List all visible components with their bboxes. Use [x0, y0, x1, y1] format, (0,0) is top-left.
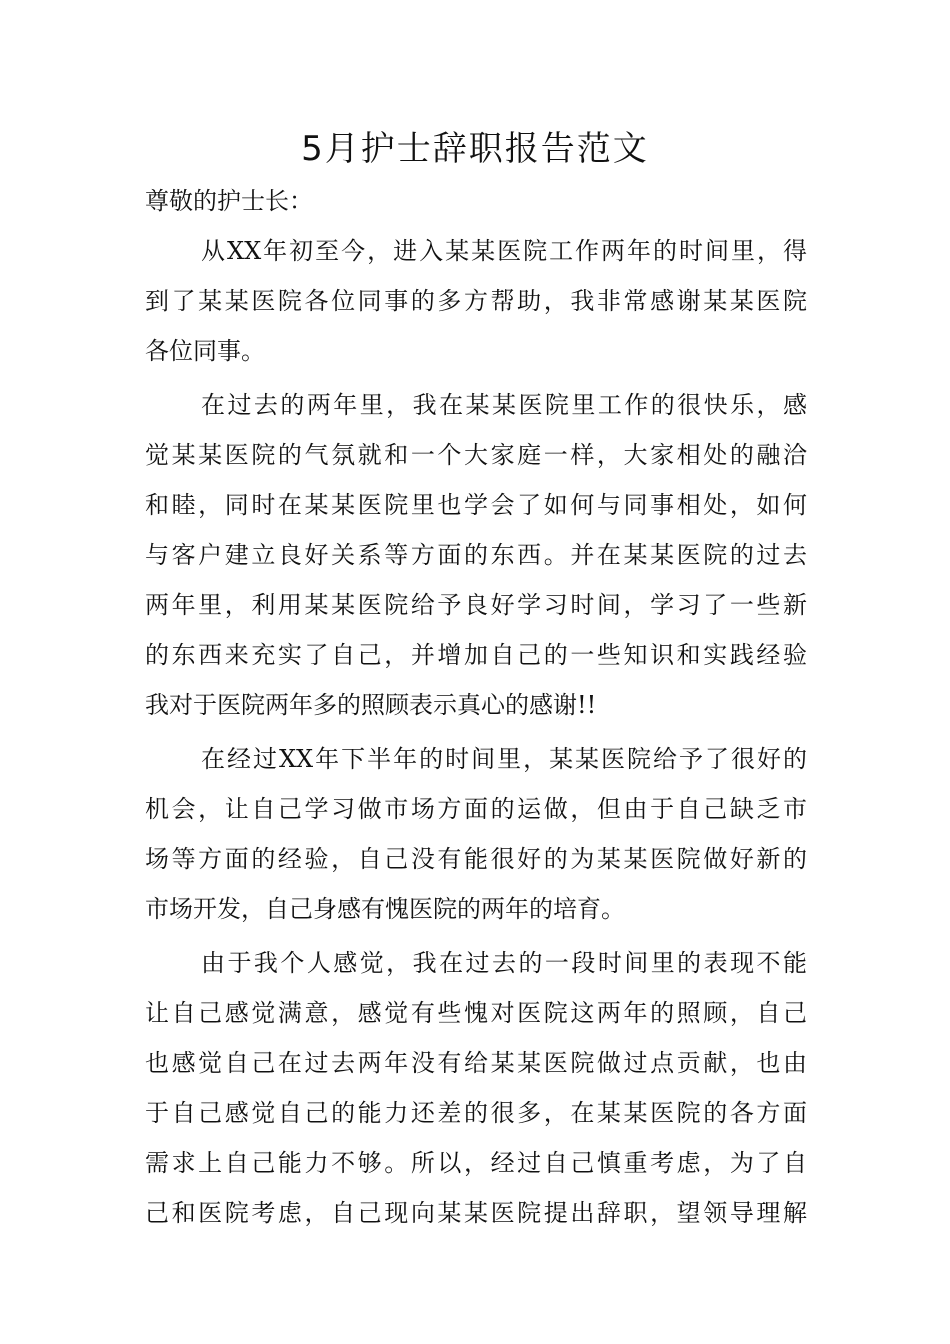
- paragraph-line: 场等方面的经验，自己没有能很好的为某某医院做好新的: [145, 845, 807, 873]
- paragraph-line: 由于我个人感觉，我在过去的一段时间里的表现不能: [201, 949, 807, 977]
- paragraph-line: 和睦，同时在某某医院里也学会了如何与同事相处，如何: [145, 491, 807, 519]
- paragraph-line: 觉某某医院的气氛就和一个大家庭一样，大家相处的融洽: [145, 441, 807, 469]
- paragraph-line: 己和医院考虑，自己现向某某医院提出辞职，望领导理解: [145, 1199, 807, 1227]
- paragraph-4: [145, 938, 807, 1238]
- paragraph-line: 机会，让自己学习做市场方面的运做，但由于自己缺乏市: [145, 795, 807, 823]
- paragraph-line: 各位同事。: [145, 337, 265, 365]
- paragraph-line: 我对于医院两年多的照顾表示真心的感谢!!: [145, 691, 597, 719]
- paragraph-1: [145, 226, 807, 376]
- salutation: 尊敬的护士长：: [145, 187, 313, 215]
- paragraph-line: 的东西来充实了自己，并增加自己的一些知识和实践经验: [145, 641, 807, 669]
- paragraph-3: [145, 734, 807, 934]
- paragraph-line: 两年里，利用某某医院给予良好学习时间，学习了一些新: [145, 591, 807, 619]
- document-title: 5月护士辞职报告范文: [301, 129, 649, 169]
- paragraph-line: 让自己感觉满意，感觉有些愧对医院这两年的照顾，自己: [145, 999, 807, 1027]
- paragraph-line: 在过去的两年里，我在某某医院里工作的很快乐，感: [201, 391, 807, 419]
- paragraph-2: [145, 380, 807, 730]
- paragraph-line: 与客户建立良好关系等方面的东西。并在某某医院的过去: [145, 541, 807, 569]
- paragraph-line: 在经过XX年下半年的时间里，某某医院给予了很好的: [201, 745, 807, 773]
- paragraph-line: 需求上自己能力不够。所以，经过自己慎重考虑，为了自: [145, 1149, 807, 1177]
- paragraph-line: 市场开发，自己身感有愧医院的两年的培育。: [145, 895, 625, 923]
- paragraph-line: 从XX年初至今，进入某某医院工作两年的时间里，得: [201, 237, 807, 265]
- paragraph-line: 于自己感觉自己的能力还差的很多，在某某医院的各方面: [145, 1099, 807, 1127]
- document-body: [145, 176, 807, 1242]
- paragraph-line: 到了某某医院各位同事的多方帮助，我非常感谢某某医院: [145, 287, 807, 315]
- paragraph-line: 也感觉自己在过去两年没有给某某医院做过点贡献，也由: [145, 1049, 807, 1077]
